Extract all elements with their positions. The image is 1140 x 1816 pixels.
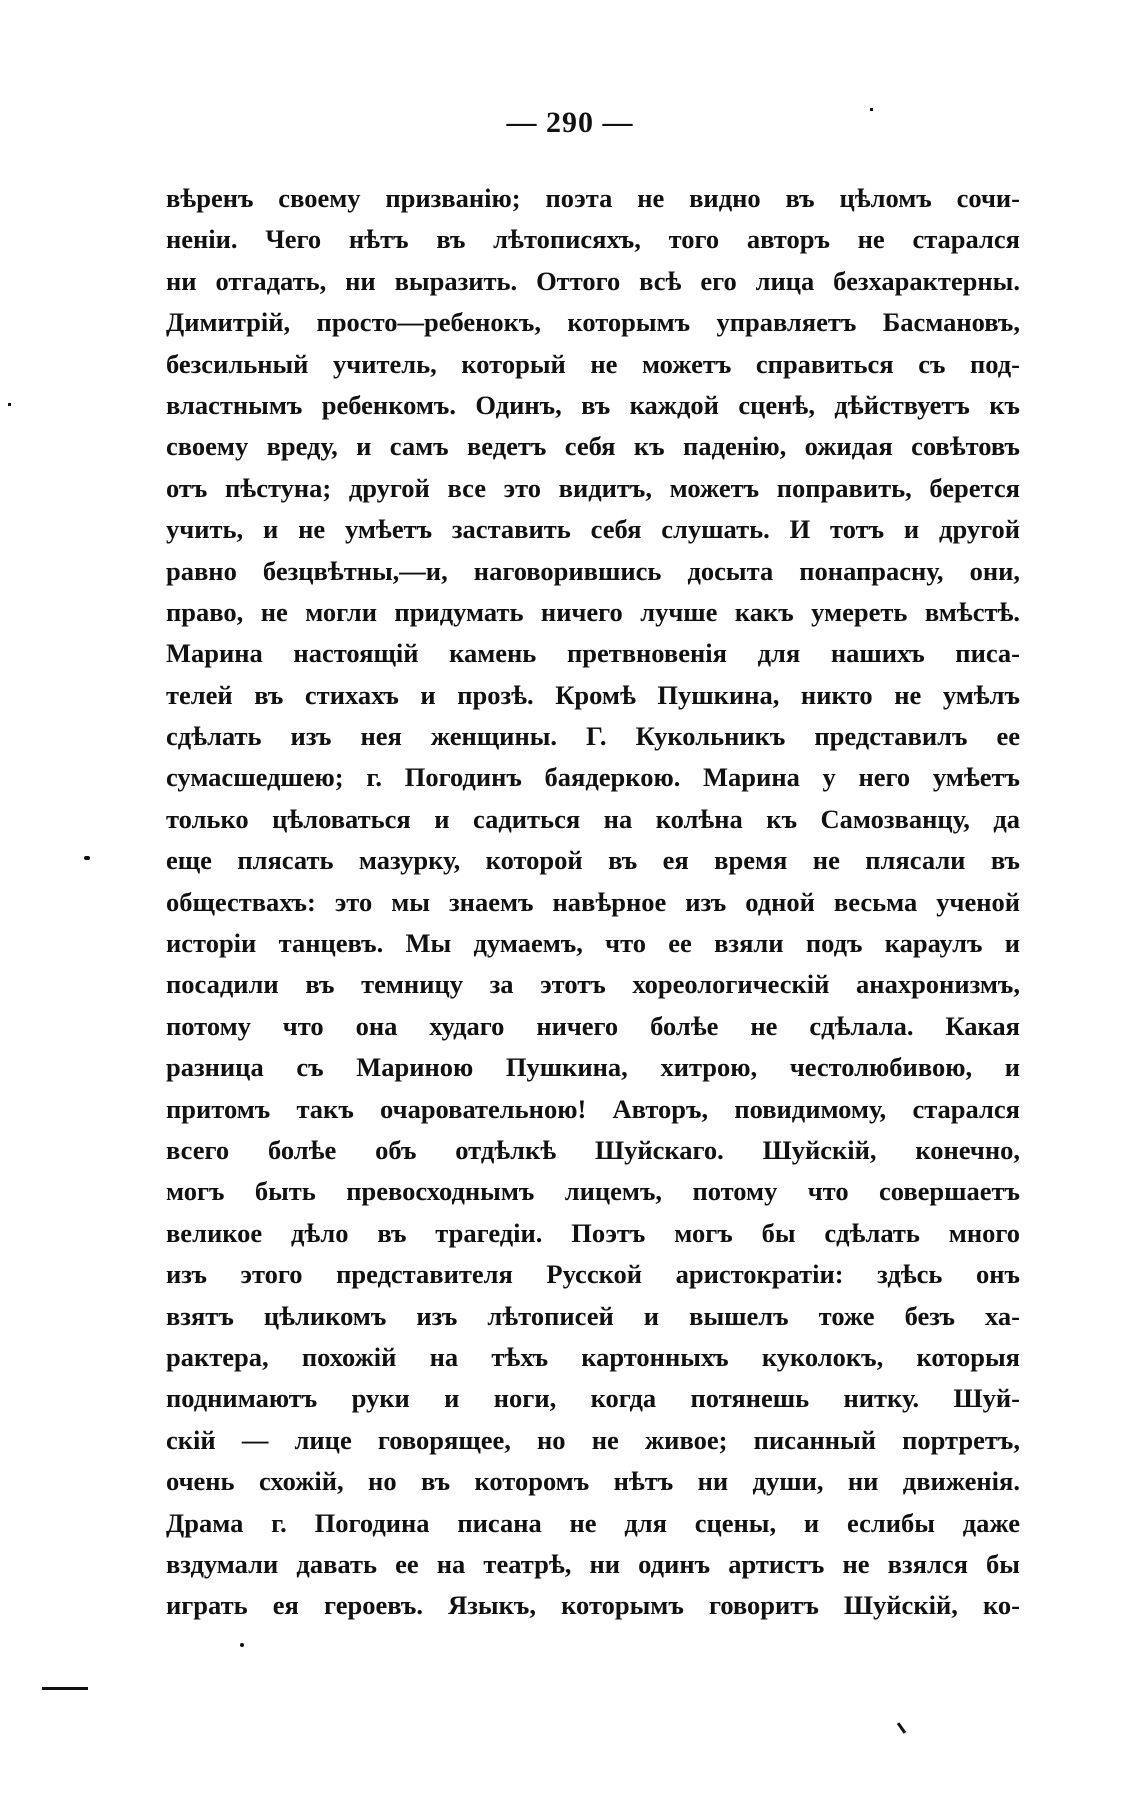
text-line: исторіи танцевъ. Мы думаемъ, что ее взяли подъ караулъ и [166, 928, 1020, 959]
text-line: равно безцвѣтны,—и, наговорившись досыта понапрасну, они, [166, 555, 1020, 586]
text-line: притомъ такъ очаровательною! Авторъ, повидимому, старался [166, 1093, 1020, 1124]
text-line: право, не могли придумать ничего лучше какъ умереть вмѣстѣ. [166, 596, 1020, 627]
text-line: всего болѣе объ отдѣлкѣ Шуйскаго. Шуйскій, конечно, [166, 1134, 1020, 1165]
body-text [166, 178, 1020, 1627]
text-line: властнымъ ребенкомъ. Одинъ, въ каждой сценѣ, дѣйствуетъ къ [166, 389, 1020, 420]
scan-speck [897, 1722, 906, 1734]
text-line: учить, и не умѣетъ заставить себя слушать. И тотъ и другой [166, 514, 1020, 545]
text-line: потому что она худаго ничего болѣе не сдѣлала. Какая [166, 1010, 1020, 1041]
text-line: отъ пѣстуна; другой все это видитъ, можетъ поправить, берется [166, 472, 1020, 503]
text-line: Марина настоящій камень претвновенія для нашихъ писа- [166, 638, 1020, 669]
text-line: своему вреду, и самъ ведетъ себя къ паденію, ожидая совѣтовъ [166, 431, 1020, 462]
text-line: Драма г. Погодина писана не для сцены, и еслибы даже [166, 1507, 1020, 1538]
text-line: сдѣлать изъ нея женщины. Г. Кукольникъ представилъ ее [166, 721, 1020, 752]
text-line: могъ быть превосходнымъ лицемъ, потому что совершаетъ [166, 1176, 1020, 1207]
text-line: ни отгадать, ни выразить. Оттого всѣ его лица безхарактерны. [166, 265, 1020, 296]
text-line: телей въ стихахъ и прозѣ. Кромѣ Пушкина, никто не умѣлъ [166, 679, 1020, 710]
page-number: — 290 — [506, 106, 634, 139]
text-line: очень схожій, но въ которомъ нѣтъ ни души, ни движенія. [166, 1466, 1020, 1497]
text-line: сумасшедшею; г. Погодинъ баядеркою. Марина у него умѣетъ [166, 762, 1020, 793]
text-line: неніи. Чего нѣтъ въ лѣтописяхъ, того авторъ не старался [166, 224, 1020, 255]
text-line: скій — лице говорящее, но не живое; писанный портретъ, [166, 1424, 1020, 1455]
text-line: изъ этого представителя Русской аристократіи: здѣсь онъ [166, 1259, 1020, 1290]
text-line: поднимаютъ руки и ноги, когда потянешь нитку. Шуй- [166, 1383, 1020, 1414]
text-line: Димитрій, просто—ребенокъ, которымъ управляетъ Басмановъ, [166, 307, 1020, 338]
text-line: вздумали давать ее на театрѣ, ни одинъ артистъ не взялся бы [166, 1548, 1020, 1579]
text-line: безсильный учитель, который не можетъ справиться съ под- [166, 348, 1020, 379]
scan-margin-rule [42, 1687, 88, 1690]
text-line: посадили въ темницу за этотъ хореологическій анахронизмъ, [166, 969, 1020, 1000]
text-line: разница съ Мариною Пушкина, хитрою, честолюбивою, и [166, 1052, 1020, 1083]
text-line: только цѣловаться и садиться на колѣна къ Самозванцу, да [166, 803, 1020, 834]
text-line: еще плясать мазурку, которой въ ея время не плясали въ [166, 845, 1020, 876]
text-line: рактера, похожій на тѣхъ картонныхъ куколокъ, которыя [166, 1341, 1020, 1372]
text-line: вѣренъ своему призванію; поэта не видно въ цѣломъ сочи- [166, 183, 1020, 213]
scan-speck [84, 856, 90, 860]
scan-speck [240, 1643, 244, 1647]
text-line: играть ея героевъ. Языкъ, которымъ говоритъ Шуйскій, ко- [166, 1590, 1020, 1621]
scan-speck [8, 403, 11, 406]
text-line: взятъ цѣликомъ изъ лѣтописей и вышелъ тоже безъ ха- [166, 1300, 1020, 1331]
text-line: обществахъ: это мы знаемъ навѣрное изъ одной весьма ученой [166, 886, 1020, 917]
text-line: великое дѣло въ трагедіи. Поэтъ могъ бы сдѣлать много [166, 1217, 1020, 1248]
scan-speck [870, 108, 873, 111]
